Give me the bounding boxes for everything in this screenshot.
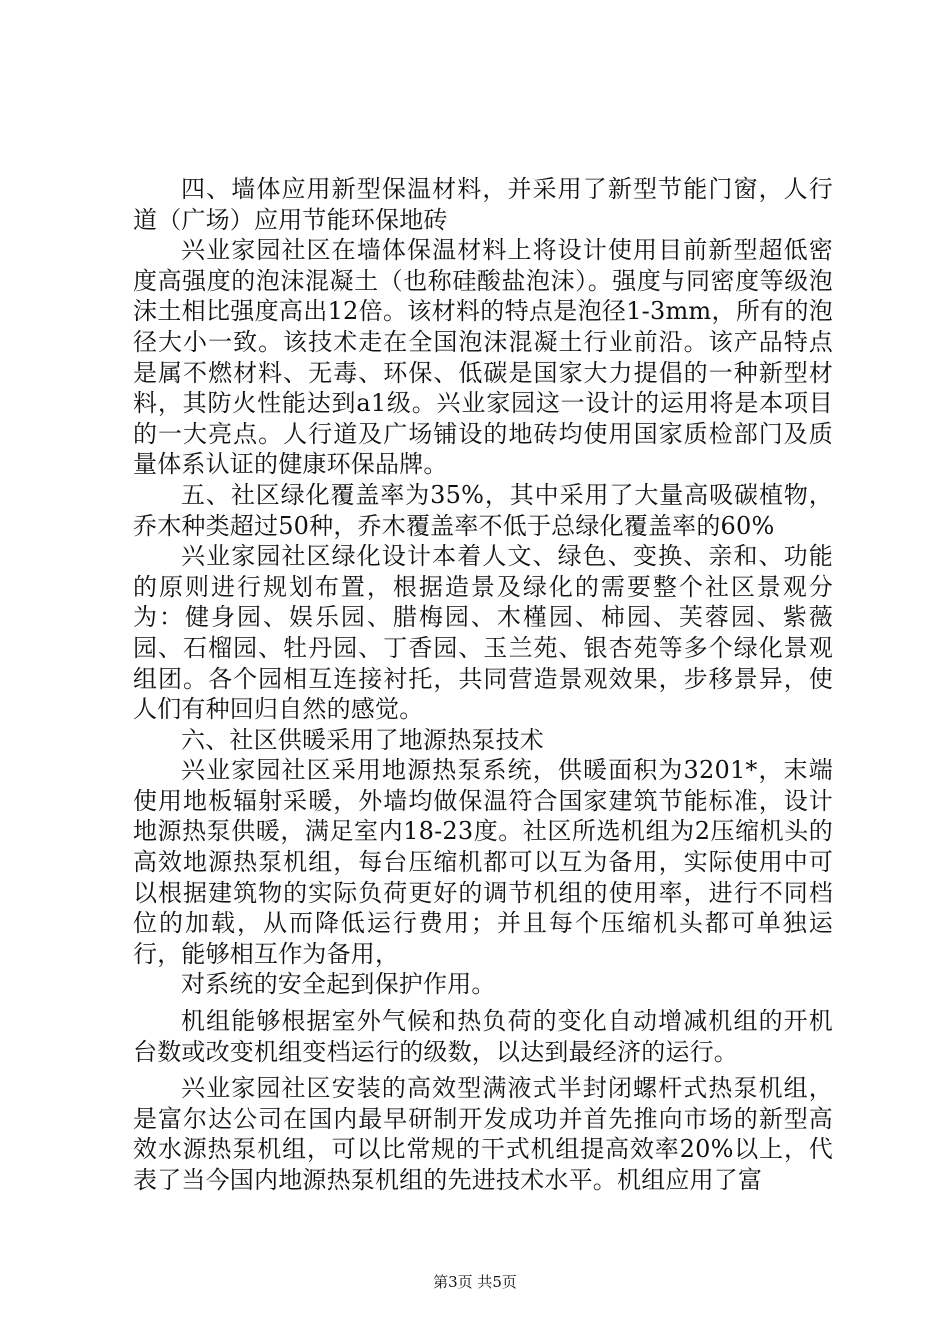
paragraph-screw-heat-pump: 兴业家园社区安装的高效型满液式半封闭螺杆式热泵机组，是富尔达公司在国内最早研制开发成功并首先推向市场的新型高效水源热泵机组，可以比常规的干式机组提高效率20%以上，代表了当今国内地源热泵机组的先进技术水平。机组应用了富	[133, 1074, 833, 1194]
section-heading-six: 六、社区供暖采用了地源热泵技术	[181, 725, 544, 754]
paragraph-greening-design: 兴业家园社区绿化设计本着人文、绿色、变换、亲和、功能的原则进行规划布置，根据造景及绿化的需要整个社区景观分为：健身园、娱乐园、腊梅园、木槿园、柿园、芙蓉园、紫薇园、石榴园、牡丹园、丁香园、玉兰苑、银杏苑等多个绿化景观组团。各个园相互连接衬托，共同营造景观效果，步移景异，使人们有种回归自然的感觉。	[133, 542, 833, 724]
paragraph-unit-control: 机组能够根据室外气候和热负荷的变化自动增减机组的开机台数或改变机组变档运行的级数，以达到最经济的运行。	[133, 1007, 833, 1066]
document-body	[133, 174, 833, 1196]
page-indicator: 第3页 共5页	[433, 1273, 517, 1291]
section-heading-four: 四、墙体应用新型保温材料，并采用了新型节能门窗，人行道（广场）应用节能环保地砖	[133, 175, 833, 234]
paragraph-system-safety: 对系统的安全起到保护作用。	[181, 970, 496, 999]
paragraph-wall-insulation: 兴业家园社区在墙体保温材料上将设计使用目前新型超低密度高强度的泡沫混凝土（也称硅酸盐泡沫）。强度与同密度等级泡沫土相比强度高出12倍。该材料的特点是泡径1-3mm，所有的泡径大小一致。该技术走在全国泡沫混凝土行业前沿。该产品特点是属不燃材料、无毒、环保、低碳是国家大力提倡的一种新型材料，其防火性能达到a1级。兴业家园这一设计的运用将是本项目的一大亮点。人行道及广场铺设的地砖均使用国家质检部门及质量体系认证的健康环保品牌。	[133, 236, 833, 479]
paragraph-heat-pump-system: 兴业家园社区采用地源热泵系统，供暖面积为3201*，末端使用地板辐射采暖，外墙均做保温符合国家建筑节能标准，设计地源热泵供暖，满足室内18-23度。社区所选机组为2压缩机头的高效地源热泵机组，每台压缩机都可以互为备用，实际使用中可以根据建筑物的实际负荷更好的调节机组的使用率，进行不同档位的加载，从而降低运行费用；并且每个压缩机头都可单独运行，能够相互作为备用，	[133, 756, 833, 968]
page-footer	[0, 1272, 950, 1292]
section-heading-five: 五、社区绿化覆盖率为35%，其中采用了大量高吸碳植物，乔木种类超过50种，乔木覆盖率不低于总绿化覆盖率的60%	[133, 480, 833, 540]
